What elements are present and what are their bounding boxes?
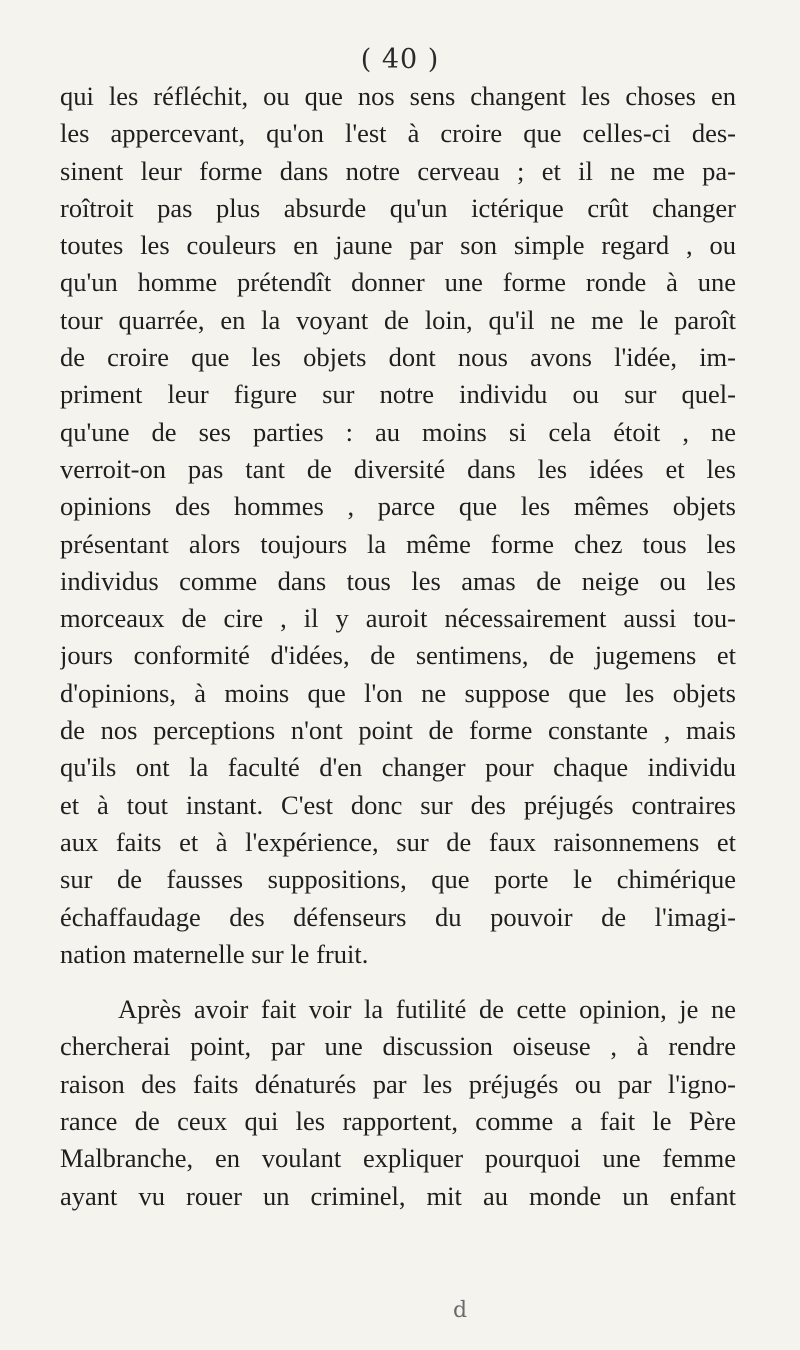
text-line: échaffaudage des défenseurs du pouvoir de l'imagi- — [60, 901, 736, 932]
text-line: qui les réfléchit, ou que nos sens changent les choses en — [60, 81, 736, 111]
text-line: sinent leur forme dans notre cerveau ; et il ne me pa- — [60, 155, 736, 186]
text-line: qu'une de ses parties : au moins si cela étoit , ne — [60, 416, 736, 447]
text-line: d'opinions, à moins que l'on ne suppose que les objets — [60, 677, 736, 708]
text-line: qu'ils ont la faculté d'en changer pour chaque individu — [60, 752, 736, 783]
text-line: individus comme dans tous les amas de neige ou les — [60, 565, 736, 596]
text-line: présentant alors toujours la même forme chez tous les — [60, 528, 736, 559]
text-line: roîtroit pas plus absurde qu'un ictérique crût changer — [60, 192, 736, 223]
paragraph-1 — [60, 78, 736, 973]
text-line: toutes les couleurs en jaune par son simple regard , ou — [60, 230, 736, 261]
text-line: de croire que les objets dont nous avons l'idée, im- — [60, 342, 736, 373]
text-line: opinions des hommes , parce que les mêmes objets — [60, 491, 736, 522]
paragraph-2 — [60, 991, 736, 1215]
text-line: qu'un homme prétendît donner une forme ronde à une — [60, 267, 736, 298]
text-line: verroit-on pas tant de diversité dans les idées et les — [60, 453, 736, 484]
page-number: ( 40 ) — [360, 44, 440, 75]
text-line: nation maternelle sur le fruit. — [60, 938, 369, 969]
text-line: aux faits et à l'expérience, sur de faux raisonnemens et — [60, 826, 736, 857]
body-text — [60, 78, 736, 1215]
text-line: sur de fausses suppositions, que porte le chimérique — [60, 864, 736, 895]
text-line: raison des faits dénaturés par les préjugés ou par l'igno- — [60, 1068, 736, 1099]
text-line: Après avoir fait voir la futilité de cette opinion, je ne — [118, 994, 736, 1025]
text-line: tour quarrée, en la voyant de loin, qu'il ne me le paroît — [60, 304, 736, 335]
text-line: rance de ceux qui les rapportent, comme a fait le Père — [60, 1106, 736, 1137]
text-line: et à tout instant. C'est donc sur des préjugés contraires — [60, 789, 736, 820]
paragraph-gap — [60, 973, 736, 991]
text-line: jours conformité d'idées, de sentimens, de jugemens et — [60, 640, 736, 671]
text-line: les appercevant, qu'on l'est à croire que celles-ci des- — [60, 118, 736, 149]
text-line: ayant vu rouer un criminel, mit au monde un enfant — [60, 1180, 736, 1211]
text-line: Malbranche, en voulant expliquer pourquoi une femme — [60, 1143, 736, 1174]
text-line: de nos perceptions n'ont point de forme constante , mais — [60, 715, 736, 746]
text-line: priment leur figure sur notre individu ou sur quel- — [60, 379, 736, 410]
signature-mark: d — [453, 1298, 468, 1323]
text-line: chercherai point, par une discussion oiseuse , à rendre — [60, 1031, 736, 1062]
text-line: morceaux de cire , il y auroit nécessairement aussi tou- — [60, 603, 736, 634]
